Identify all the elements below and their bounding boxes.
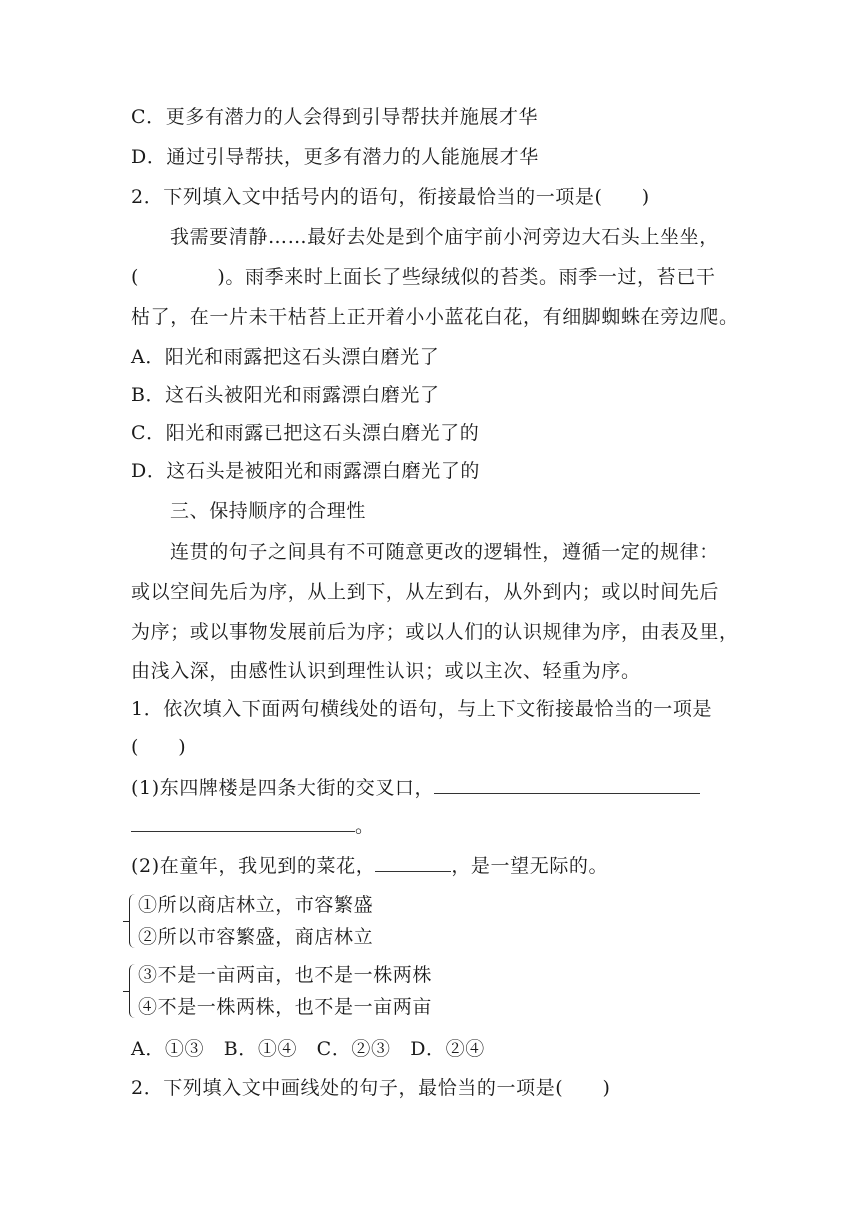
sentence-1-text: (1)东四牌楼是四条大街的交叉口， xyxy=(131,777,435,799)
explanation-line-2: 或以空间先后为序，从上到下，从左到右，从外到内；或以时间先后 xyxy=(131,581,720,603)
explanation-line-3: 为序；或以事物发展前后为序；或以人们的认识规律为序，由表及里， xyxy=(131,621,739,643)
fill-blank-1a xyxy=(434,775,700,794)
explanation-line-1: 连贯的句子之间具有不可随意更改的逻辑性，遵循一定的规律： xyxy=(170,541,719,563)
option-a: A．阳光和雨露把这石头漂白磨光了 xyxy=(131,346,440,368)
question-1-paren: ( ) xyxy=(131,736,187,758)
question-2-stem: 2．下列填入文中括号内的语句，衔接最恰当的一项是( ) xyxy=(131,186,650,208)
option-b: B．这石头被阳光和雨露漂白磨光了 xyxy=(131,384,440,406)
choice-1: ①所以商店林立，市容繁盛 xyxy=(138,894,374,916)
sentence-2-end: ，是一望无际的。 xyxy=(451,855,609,877)
choice-brace-2 xyxy=(129,964,138,1018)
option-c: C．阳光和雨露已把这石头漂白磨光了的 xyxy=(131,422,480,444)
fill-blank-1b xyxy=(131,813,355,832)
option-c-line: C．更多有潜力的人会得到引导帮扶并施展才华 xyxy=(131,106,539,128)
option-d-line: D．通过引导帮扶，更多有潜力的人能施展才华 xyxy=(131,146,539,168)
choice-3: ③不是一亩两亩，也不是一株两株 xyxy=(138,964,433,986)
option-d: D．这石头是被阳光和雨露漂白磨光了的 xyxy=(131,460,481,482)
answer-options: A．①③ B．①④ C．②③ D．②④ xyxy=(131,1038,485,1060)
explanation-line-4: 由浅入深，由感性认识到理性认识；或以主次、轻重为序。 xyxy=(131,660,641,682)
sentence-1-end: 。 xyxy=(355,815,375,837)
choice-4: ④不是一株两株，也不是一亩两亩 xyxy=(138,996,433,1018)
section-heading: 三、保持顺序的合理性 xyxy=(170,500,367,522)
passage-line-2: ( )。雨季来时上面长了些绿绒似的苔类。雨季一过，苔已干 xyxy=(131,266,716,288)
choice-2: ②所以市容繁盛，商店林立 xyxy=(138,926,374,948)
sentence-2 xyxy=(131,853,608,878)
question-2b-stem: 2．下列填入文中画线处的句子，最恰当的一项是( ) xyxy=(131,1077,611,1099)
question-1-stem: 1．依次填入下面两句横线处的语句，与上下文衔接最恰当的一项是 xyxy=(131,698,713,720)
sentence-2-text: (2)在童年，我见到的菜花， xyxy=(131,855,376,877)
sentence-1-continued xyxy=(131,813,375,838)
passage-line-3: 枯了，在一片未干枯苔上正开着小小蓝花白花，有细脚蜘蛛在旁边爬。 xyxy=(131,306,739,328)
passage-line-1: 我需要清静……最好去处是到个庙宇前小河旁边大石头上坐坐， xyxy=(170,226,719,248)
sentence-1 xyxy=(131,775,700,800)
choice-brace-1 xyxy=(129,894,138,948)
fill-blank-2 xyxy=(375,853,451,872)
